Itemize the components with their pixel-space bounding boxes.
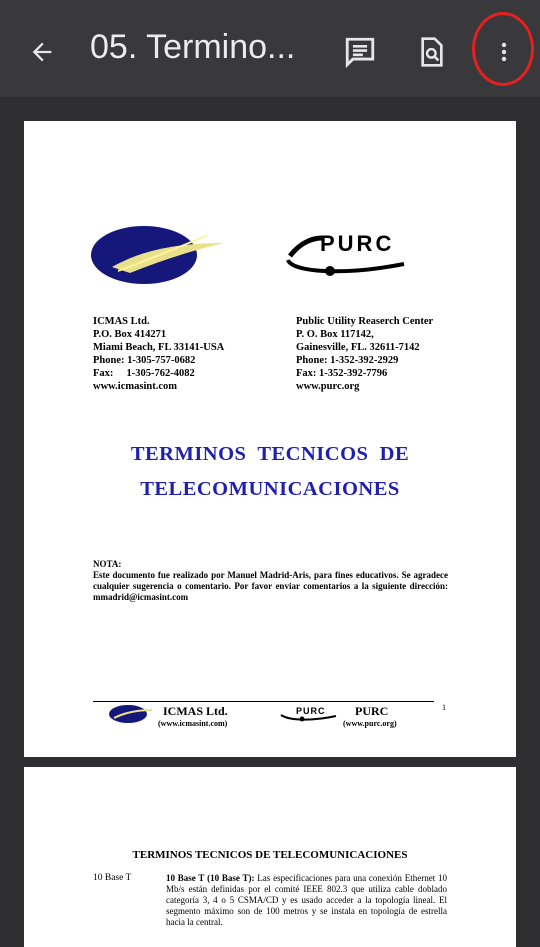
- address-line: P.O. Box 414271: [93, 329, 167, 340]
- footer-purc-logo: [278, 704, 338, 724]
- page-heading: TERMINOS TECNICOS DE TELECOMUNICACIONES: [132, 849, 408, 861]
- definition-term: 10 Base T (10 Base T):: [166, 873, 255, 883]
- red-highlight-circle: [472, 12, 534, 86]
- address-line: Fax: 1-352-392-7796: [296, 368, 388, 379]
- comments-button[interactable]: [336, 24, 384, 80]
- address-line: Gainesville, FL. 32611-7142: [296, 342, 420, 353]
- document-page-1: [24, 121, 516, 757]
- address-line: Phone: 1-352-392-2929: [296, 355, 399, 366]
- address-line: Phone: 1-305-757-0682: [93, 355, 196, 366]
- address-line: Public Utility Reaserch Center: [296, 316, 434, 327]
- back-arrow-icon: [28, 38, 56, 66]
- glossary-definition: [166, 873, 447, 928]
- comment-icon: [343, 35, 377, 69]
- address-line: Fax: 1-305-762-4082: [93, 368, 195, 379]
- footer-icmas-url: (www.icmasint.com): [158, 719, 228, 728]
- footer-purc-url: (www.purc.org): [343, 719, 397, 728]
- find-in-document-button[interactable]: [408, 24, 456, 80]
- note-block: [93, 559, 448, 603]
- footer-rule: [93, 701, 434, 702]
- footer-icmas-logo: [108, 703, 152, 725]
- icmas-address: [93, 315, 224, 393]
- page-number: 1: [442, 703, 446, 712]
- app-toolbar: [0, 0, 540, 97]
- address-line: Miami Beach, FL 33141-USA: [93, 342, 225, 353]
- svg-text:PURC: PURC: [320, 231, 395, 256]
- document-title-line-1: TERMINOS TECNICOS DE: [130, 443, 410, 465]
- document-search-icon: [416, 35, 448, 69]
- footer-icmas-name: ICMAS Ltd.: [163, 704, 228, 718]
- definition-text: Las especificaciones para una conexión Ethernet 10 Mb/s están definidas por el comité IEEE 802.3 que utiliza cable doblado categoría 3, 4 o 5 CSMA/CD y es usado acceder a la topología lineal. El segmento máximo son de 100 metros y se instala en topología de estrella hacia la central.: [166, 873, 447, 927]
- purc-logo: [282, 226, 412, 281]
- address-line: www.icmasint.com: [93, 381, 177, 392]
- address-line: ICMAS Ltd.: [93, 316, 150, 327]
- document-page-2: [24, 767, 516, 947]
- note-heading: NOTA:: [93, 559, 122, 569]
- address-line: P. O. Box 117142,: [296, 329, 374, 340]
- address-line: www.purc.org: [296, 381, 360, 392]
- back-button[interactable]: [18, 24, 66, 80]
- glossary-term: 10 Base T: [93, 873, 132, 883]
- document-title-line-2: TELECOMUNICACIONES: [140, 478, 400, 500]
- footer-purc-name: PURC: [355, 704, 389, 718]
- icmas-logo: [90, 221, 225, 286]
- purc-address: [296, 315, 433, 393]
- note-text: Este documento fue realizado por Manuel Madrid-Aris, para fines educativos. Se agradece cualquier sugerencia o comentario. Por favor enviar comentarios a la siguiente dirección: mmadrid@icmasint.com: [93, 570, 448, 602]
- svg-text:PURC: PURC: [296, 706, 326, 716]
- document-title: 05. Termino...: [90, 28, 296, 66]
